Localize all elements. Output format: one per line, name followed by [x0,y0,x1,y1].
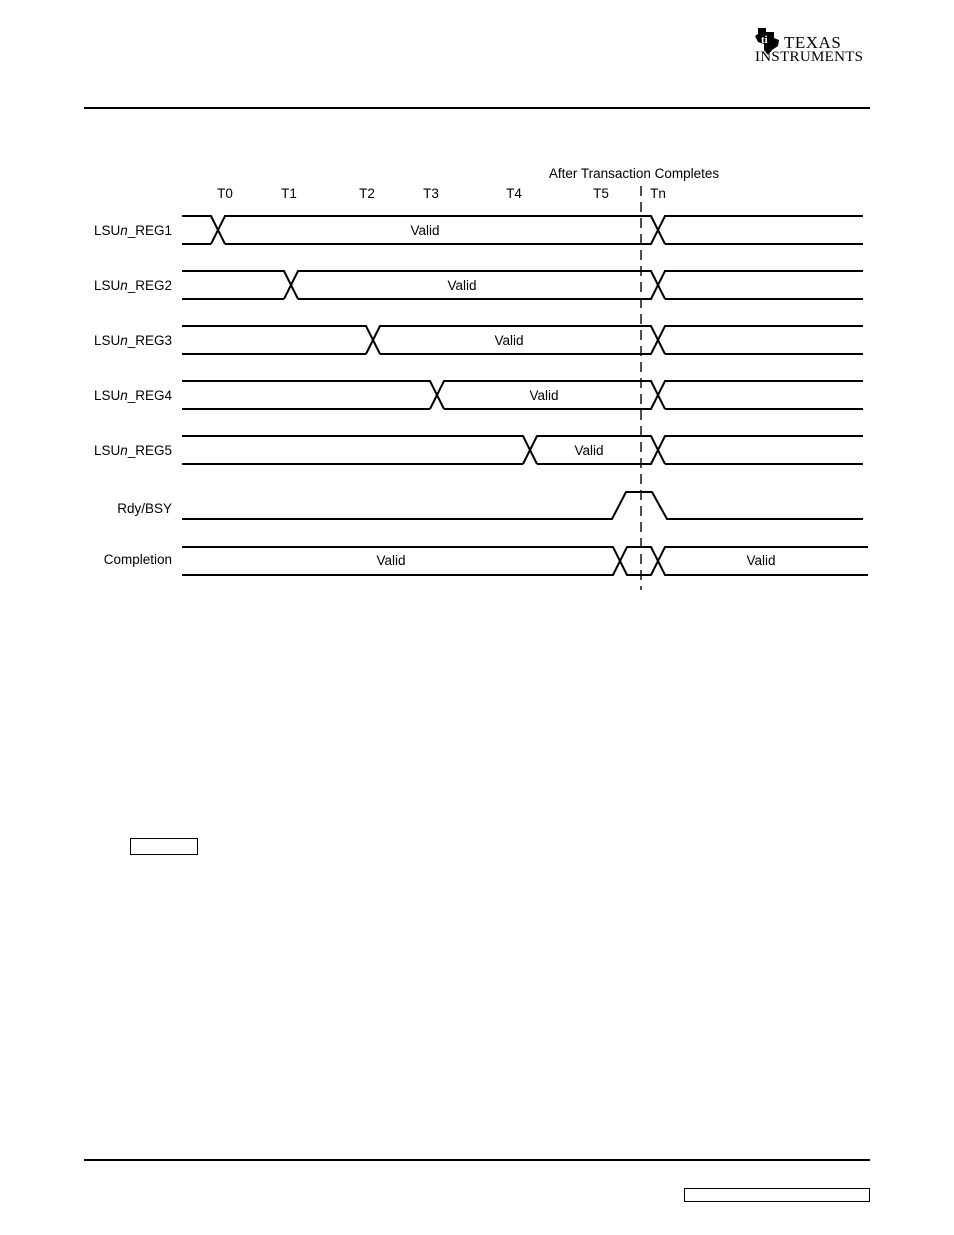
time-label-t0: T0 [217,186,233,201]
time-label-t4: T4 [506,186,522,201]
figure-placeholder-box [130,838,198,855]
logo-text-texas: TEXAS [784,33,842,52]
valid-label-reg3: Valid [494,333,524,348]
signal-label-completion: Completion [103,552,172,567]
signal-label-reg4: LSUn_REG4 [93,388,172,403]
valid-label-reg5: Valid [574,443,604,458]
signal-label-reg2: LSUn_REG2 [93,278,172,293]
valid-label-reg1: Valid [410,223,440,238]
time-label-tn: Tn [650,186,666,201]
footer-rule [84,1159,870,1161]
time-label-t3: T3 [423,186,439,201]
time-label-t5: T5 [593,186,609,201]
valid-label-reg4: Valid [529,388,559,403]
annotation-after-transaction: After Transaction Completes [548,166,720,181]
svg-text:ti: ti [761,34,768,46]
signal-wave-rdy-bsy [182,492,863,519]
logo-text-instruments: INSTRUMENTS [755,49,864,65]
time-label-t2: T2 [359,186,375,201]
signal-wave-reg2 [182,271,863,299]
valid-label-completion-after: Valid [746,553,776,568]
valid-label-completion-before: Valid [376,553,406,568]
signal-label-rdy-bsy: Rdy/BSY [117,501,172,516]
valid-label-reg2: Valid [447,278,477,293]
signal-wave-reg1 [182,216,863,244]
signal-wave-reg4 [182,381,863,409]
signal-wave-reg5 [182,436,863,464]
signal-label-reg3: LSUn_REG3 [93,333,172,348]
time-label-t1: T1 [281,186,297,201]
signal-label-reg5: LSUn_REG5 [93,443,172,458]
signal-label-reg1: LSUn_REG1 [93,223,172,238]
footer-placeholder-box [684,1188,870,1202]
